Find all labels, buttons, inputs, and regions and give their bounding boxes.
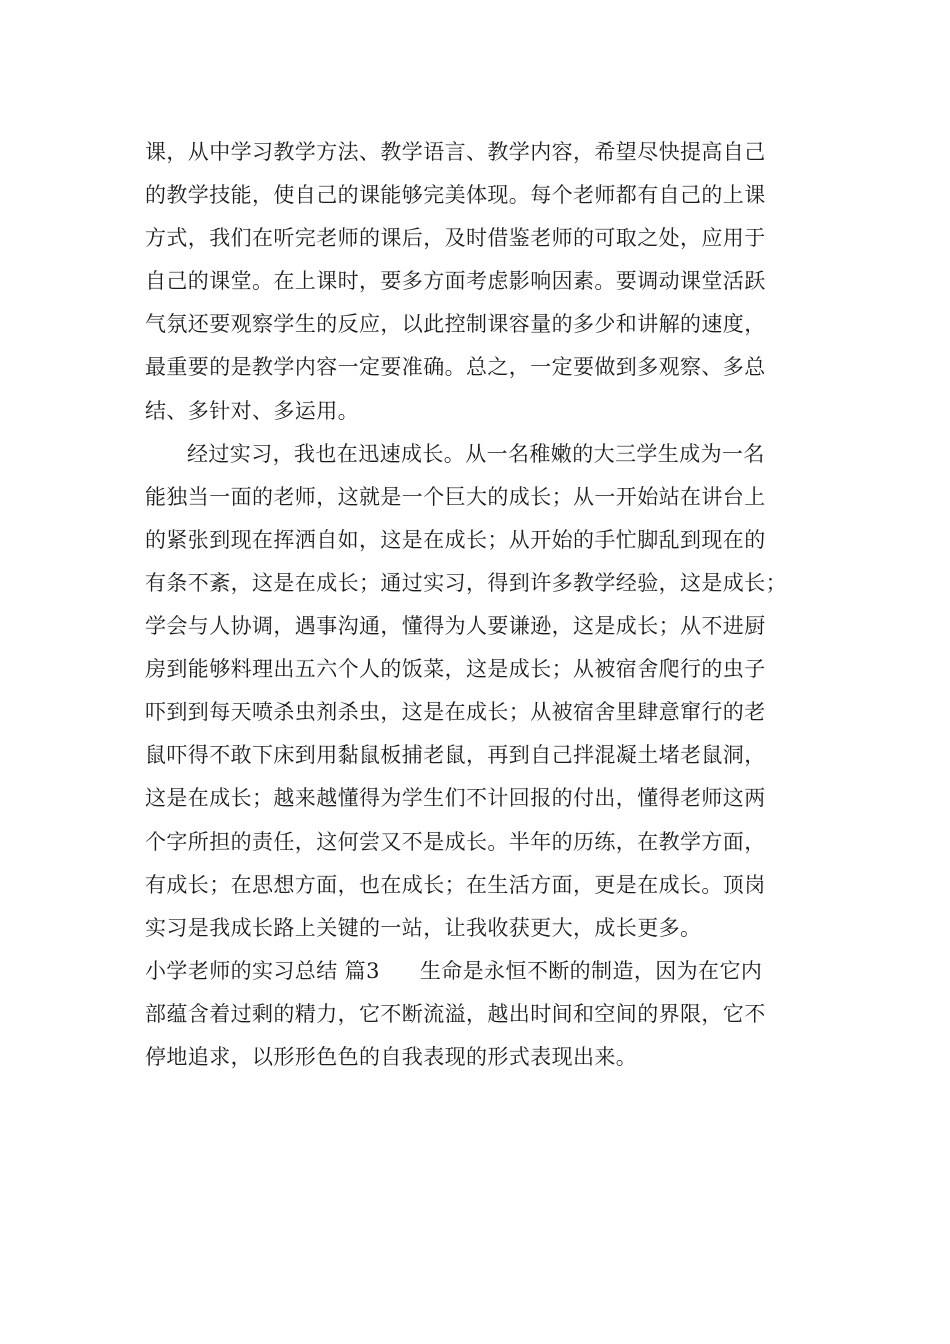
section-title: 小学老师的实习总结 篇3: [145, 958, 380, 983]
text-line: 个字所担的责任，这何尝又不是成长。半年的历练，在教学方面，: [145, 829, 766, 854]
section-first-line: 生命是永恒不断的制造，因为在它内: [419, 958, 763, 983]
text-line: 的教学技能，使自己的课能够完美体现。每个老师都有自己的上课: [145, 183, 766, 208]
text-line: 经过实习，我也在迅速成长。从一名稚嫩的大三学生成为一名: [187, 441, 765, 466]
text-line: 部蕴含着过剩的精力，它不断流溢，越出时间和空间的界限，它不: [145, 1001, 766, 1026]
text-line: 气氛还要观察学生的反应，以此控制课容量的多少和讲解的速度，: [145, 312, 766, 337]
document-body: [145, 131, 825, 1079]
text-line: 这是在成长；越来越懂得为学生们不计回报的付出，懂得老师这两: [145, 786, 766, 811]
text-line: 自己的课堂。在上课时，要多方面考虑影响因素。要调动课堂活跃: [145, 269, 766, 294]
text-line: 有成长；在思想方面，也在成长；在生活方面，更是在成长。顶岗: [145, 872, 766, 897]
paragraph-1: [145, 131, 825, 433]
text-line: 房到能够料理出五六个人的饭菜，这是成长；从被宿舍爬行的虫子: [145, 657, 766, 682]
text-line: 方式，我们在听完老师的课后，及时借鉴老师的可取之处，应用于: [145, 226, 766, 251]
text-line: 有条不紊，这是在成长；通过实习，得到许多教学经验，这是成长；: [145, 570, 787, 595]
text-line: 最重要的是教学内容一定要准确。总之，一定要做到多观察、多总: [145, 355, 766, 380]
section-3: [145, 950, 825, 1079]
text-line: 能独当一面的老师，这就是一个巨大的成长；从一开始站在讲台上: [145, 484, 766, 509]
text-line: 的紧张到现在挥洒自如，这是在成长；从开始的手忙脚乱到现在的: [145, 527, 766, 552]
text-line: 停地追求，以形形色色的自我表现的形式表现出来。: [145, 1044, 638, 1069]
paragraph-2: [145, 433, 825, 950]
text-line: 学会与人协调，遇事沟通，懂得为人要谦逊，这是成长；从不进厨: [145, 614, 766, 639]
text-line: 鼠吓得不敢下床到用黏鼠板捕老鼠，再到自己拌混凝土堵老鼠洞，: [145, 743, 766, 768]
text-line: 结、多针对、多运用。: [145, 398, 359, 423]
text-line: 课，从中学习教学方法、教学语言、教学内容，希望尽快提高自己: [145, 140, 766, 164]
section-heading-line: [145, 950, 825, 993]
text-line: 吓到到每天喷杀虫剂杀虫，这是在成长；从被宿舍里肆意窜行的老: [145, 700, 766, 725]
text-line: 实习是我成长路上关键的一站，让我收获更大，成长更多。: [145, 915, 702, 940]
